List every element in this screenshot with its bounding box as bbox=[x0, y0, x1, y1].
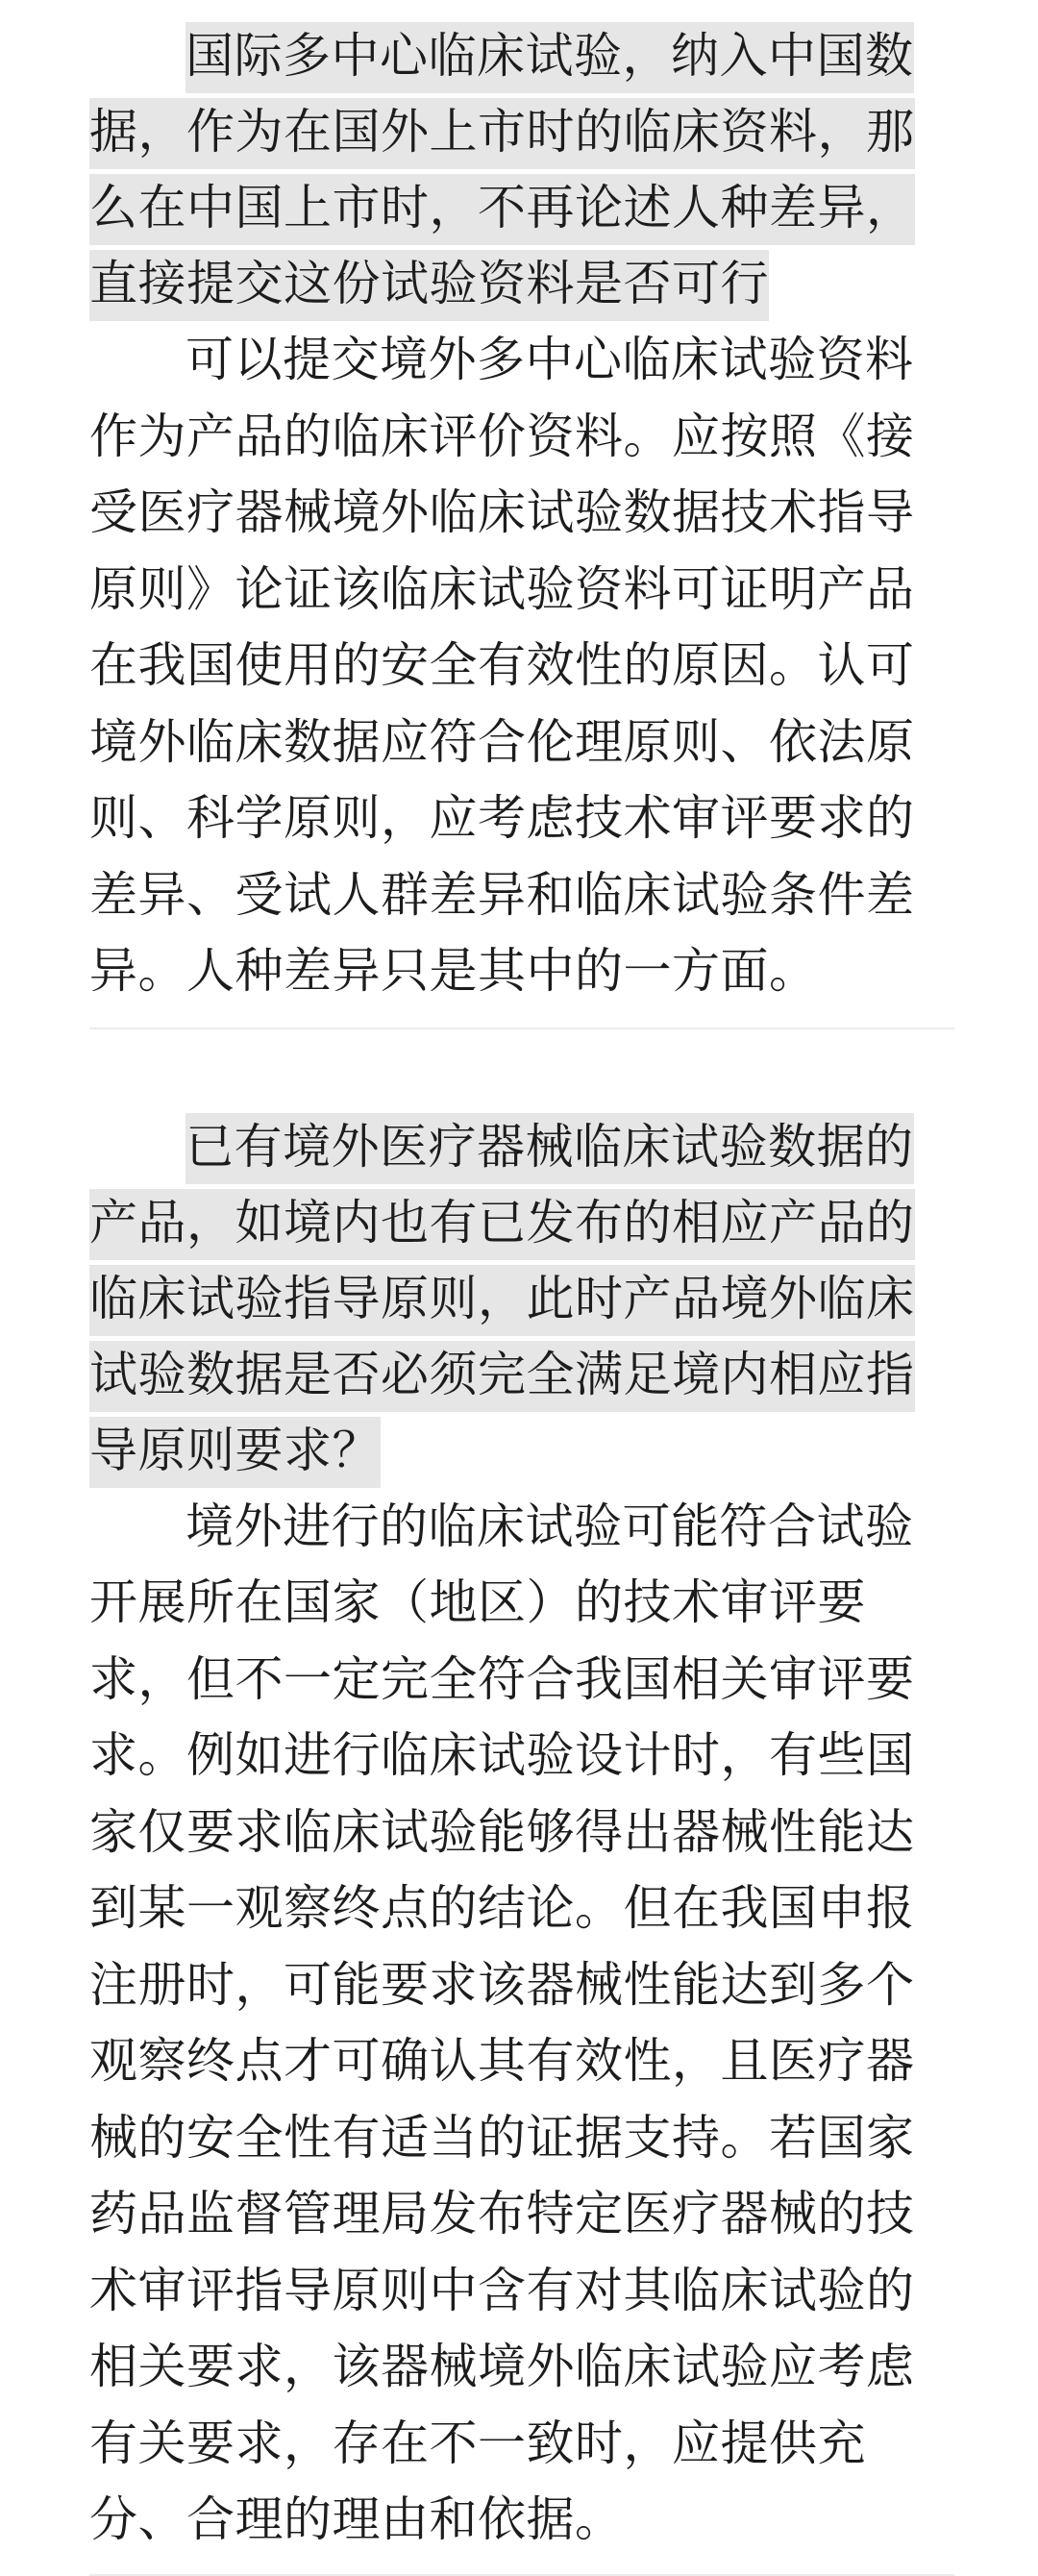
question-2 bbox=[89, 1109, 954, 1489]
question-2-text: 已有境外医疗器械临床试验数据的产品，如境内也有已发布的相应产品的临床试验指导原则，此时产品境外临床试验数据是否必须完全满足境内相应指导原则要求？ bbox=[89, 1113, 915, 1488]
answer-1: 可以提交境外多中心临床试验资料作为产品的临床评价资料。应按照《接受医疗器械境外临床试验数据技术指导原则》论证该临床试验资料可证明产品在我国使用的安全有效性的原因。认可境外临床数据应符合伦理原则、依法原则、科学原则，应考虑技术审评要求的差异、受试人群差异和临床试验条件差异。人种差异只是其中的一方面。 bbox=[89, 332, 915, 999]
qa-section-2 bbox=[89, 1029, 954, 2576]
qa-section-1 bbox=[89, 0, 954, 1029]
question-1 bbox=[89, 18, 954, 322]
section-divider bbox=[89, 2574, 954, 2576]
question-1-text: 国际多中心临床试验，纳入中国数据，作为在国外上市时的临床资料，那么在中国上市时，不再论述人种差异，直接提交这份试验资料是否可行 bbox=[89, 22, 915, 321]
answer-2: 境外进行的临床试验可能符合试验开展所在国家（地区）的技术审评要求，但不一定完全符合我国相关审评要求。例如进行临床试验设计时，有些国家仅要求临床试验能够得出器械性能达到某一观察终点的结论。但在我国申报注册时，可能要求该器械性能达到多个观察终点才可确认其有效性，且医疗器械的安全性有适当的证据支持。若国家药品监督管理局发布特定医疗器械的技术审评指导原则中含有对其临床试验的相关要求，该器械境外临床试验应考虑有关要求，存在不一致时，应提供充分、合理的理由和依据。 bbox=[89, 1498, 915, 2547]
article-body bbox=[89, 0, 954, 2576]
